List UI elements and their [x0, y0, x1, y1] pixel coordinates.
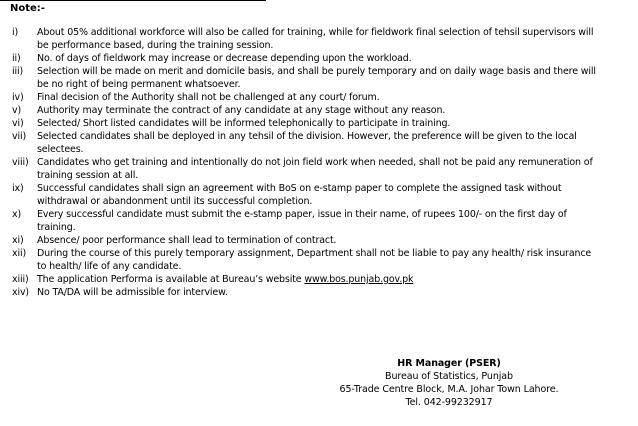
note-text: Every successful candidate must submit the e-stamp paper, issue in their name, of rupees 100/- on the first day of training. — [37, 209, 567, 233]
note-number: vi) — [12, 118, 24, 129]
note-item — [0, 234, 600, 247]
note-item — [0, 65, 600, 91]
note-text: Authority may terminate the contract of any candidate at any stage without any reason. — [37, 105, 446, 116]
note-number: iii) — [12, 66, 24, 77]
note-item — [0, 104, 600, 117]
note-heading: Note:- — [10, 3, 45, 14]
note-number: xii) — [12, 248, 27, 259]
note-number: viii) — [12, 157, 29, 168]
note-number: vii) — [12, 131, 27, 142]
note-number: v) — [12, 105, 22, 116]
note-text: Selected candidates shall be deployed in any tehsil of the division. However, the preference will be given to the local selectees. — [37, 131, 577, 155]
note-number: xiii) — [12, 274, 29, 285]
notes-list — [0, 26, 600, 299]
note-text: The application Performa is available at Bureau’s website — [37, 274, 305, 285]
note-item — [0, 52, 600, 65]
signatory-organization: Bureau of Statistics, Punjab — [385, 371, 513, 382]
note-number: ix) — [12, 183, 24, 194]
note-item — [0, 130, 600, 156]
note-number: x) — [12, 209, 22, 220]
note-number: ii) — [12, 53, 21, 64]
note-item — [0, 208, 600, 234]
top-divider — [0, 0, 266, 1]
note-item — [0, 156, 600, 182]
note-text: Final decision of the Authority shall not be challenged at any court/ forum. — [37, 92, 380, 103]
note-item — [0, 117, 600, 130]
note-number: xi) — [12, 235, 24, 246]
note-text: Selection will be made on merit and domicile basis, and shall be purely temporary and on daily wage basis and there will be no right of being permanent whatsoever. — [37, 66, 596, 90]
bureau-website-link[interactable]: www.bos.punjab.gov.pk — [304, 274, 414, 285]
signatory-title: HR Manager (PSER) — [397, 358, 501, 369]
signatory-address: 65-Trade Centre Block, M.A. Johar Town Lahore. — [339, 384, 559, 395]
note-text: Successful candidates shall sign an agreement with BoS on e-stamp paper to complete the assigned task without withdrawal or abandonment until its successful completion. — [37, 183, 562, 207]
note-item — [0, 273, 600, 286]
note-text: Candidates who get training and intentionally do not join field work when needed, shall not be paid any remuneration of training session at all. — [37, 157, 593, 181]
note-item — [0, 182, 600, 208]
note-number: iv) — [12, 92, 24, 103]
note-item — [0, 286, 600, 299]
signatory-phone: Tel. 042-99232917 — [405, 397, 493, 408]
note-item — [0, 26, 600, 52]
note-item — [0, 247, 600, 273]
note-text: During the course of this purely temporary assignment, Department shall not be liable to pay any health/ risk insurance to health/ life of any candidate. — [37, 248, 592, 272]
note-number: xiv) — [12, 287, 29, 298]
note-number: i) — [12, 27, 19, 38]
note-text: Absence/ poor performance shall lead to termination of contract. — [37, 235, 337, 246]
note-item — [0, 91, 600, 104]
note-text: Selected/ Short listed candidates will be informed telephonically to participate in training. — [37, 118, 451, 129]
note-text: No. of days of fieldwork may increase or decrease depending upon the workload. — [37, 53, 412, 64]
note-text: No TA/DA will be admissible for interview. — [37, 287, 228, 298]
signature-block — [324, 357, 574, 409]
note-text: About 05% additional workforce will also be called for training, while for fieldwork final selection of tehsil supervisors will be performance based, during the training session. — [37, 27, 594, 51]
